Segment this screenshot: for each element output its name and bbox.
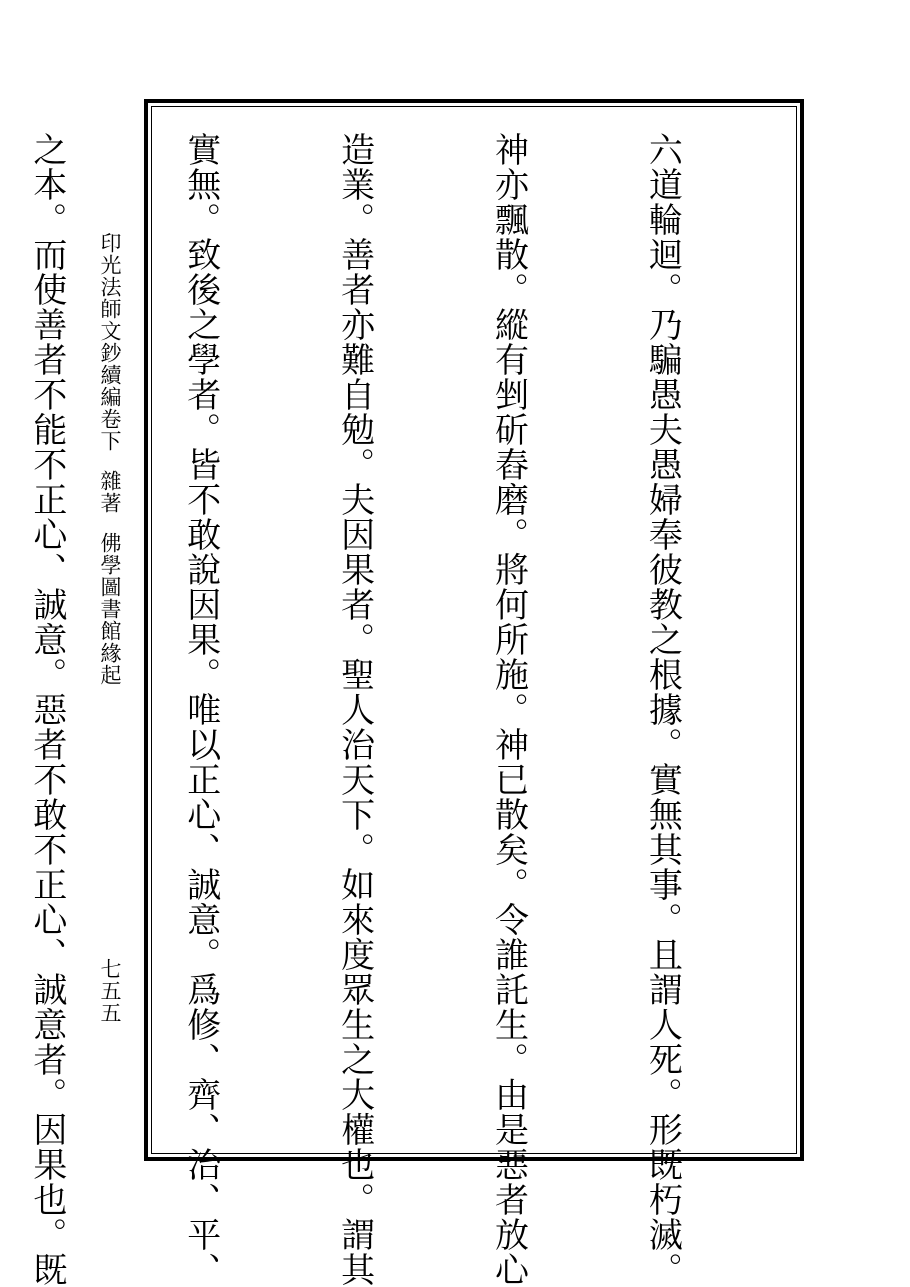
text-column-4: 實無。致後之學者。皆不敢說因果。唯以正心、誠意。爲修、齊、治、平、 [180, 132, 221, 1287]
margin-header [98, 232, 122, 686]
book-title: 印光法師文鈔續編卷下 [98, 232, 122, 452]
text-column-3: 造業。善者亦難自勉。夫因果者。聖人治天下。如來度眾生之大權也。謂其 [334, 132, 375, 1287]
text-column-5: 之本。而使善者不能不正心、誠意。惡者不敢不正心、誠意者。因果也。既 [26, 132, 67, 1287]
text-column-2: 神亦飄散。縱有剉斫舂磨。將何所施。神已散矣。令誰託生。由是惡者放心 [488, 132, 529, 1287]
text-column-1: 六道輪迴。乃騙愚夫愚婦奉彼教之根據。實無其事。且謂人死。形既朽滅。 [642, 132, 683, 1287]
article-title: 佛學圖書館緣起 [98, 532, 122, 686]
page-number: 七五五 [98, 958, 122, 1024]
section-label: 雜著 [98, 470, 122, 514]
